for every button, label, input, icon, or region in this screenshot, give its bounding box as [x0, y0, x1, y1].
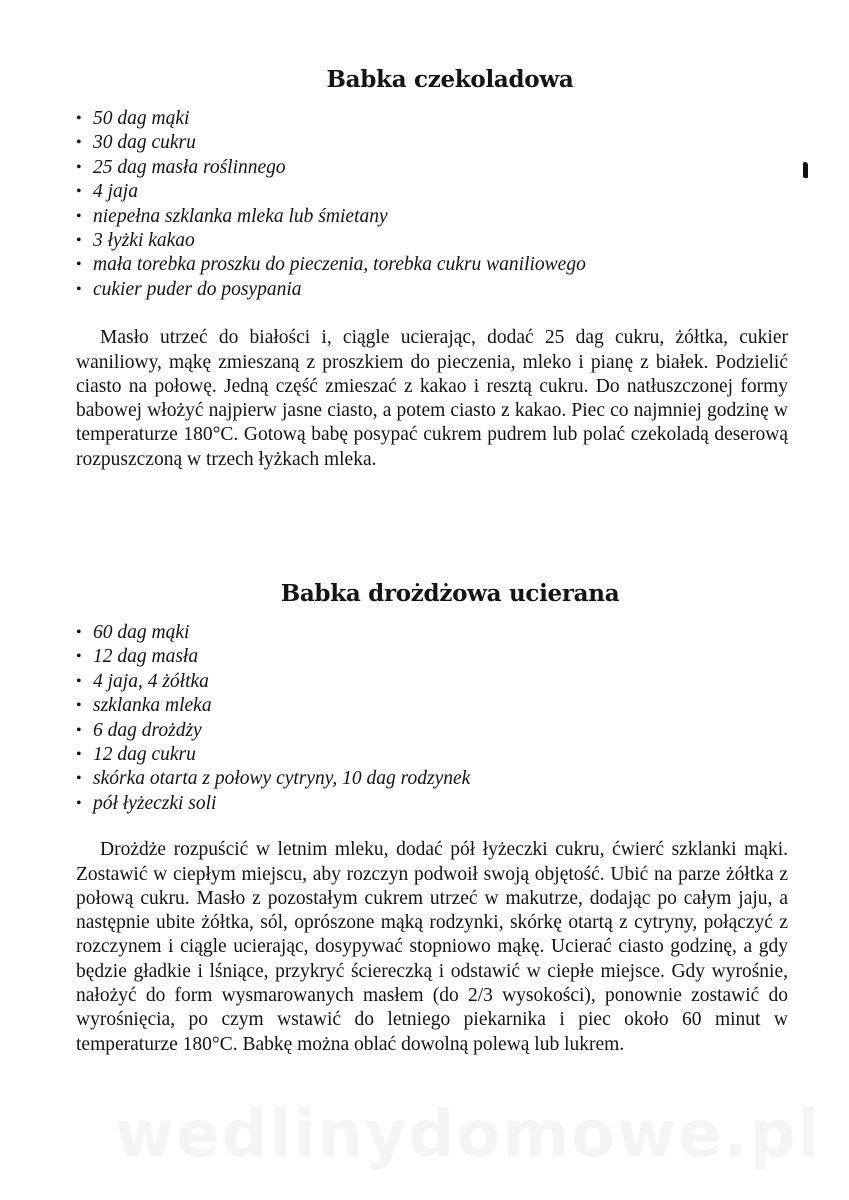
- ingredient-item: • 60 dag mąki: [76, 621, 788, 645]
- ingredient-list: [76, 621, 788, 816]
- recipe-title: Babka drożdżowa ucierana: [280, 580, 620, 607]
- ingredient-item: • 4 jaja, 4 żółtka: [76, 670, 788, 694]
- ingredient-item: • 4 jaja: [76, 180, 788, 204]
- recipe-method: Drożdże rozpuścić w letnim mleku, dodać pół łyżeczki cukru, ćwierć szklanki mąki. Zostawić w ciepłym miejscu, aby rozczyn podwoił swoją objętość. Ubić na parze żółtka z połową cukru. Masło z pozostałym cukrem utrzeć w makutrze, dodając po całym jaju, a następnie ubite żółtka, sól, oprószone mąką rodzynki, skórkę otartą z cytryny, połączyć z rozczynem i ciągle ucierając, dosypywać stopniowo mąkę. Ucierać ciasto godzinę, a gdy będzie gładkie i lśniące, przykryć ściereczką i odstawić w ciepłe miejsce. Gdy wyrośnie, nałożyć do form wysmarowanych masłem (do 2/3 wysokości), ponownie zostawić do wyrośnięcia, po czym wstawić do letniego piekarnika i piec około 60 minut w temperaturze 180°C. Babkę można oblać dowolną polewą lub lukrem.: [76, 839, 788, 1055]
- ingredient-item: • cukier puder do posypania: [76, 278, 788, 302]
- ingredient-item: • 12 dag masła: [76, 645, 788, 669]
- ingredient-item: • pół łyżeczki soli: [76, 792, 788, 816]
- watermark: wedlinydomowe.pl: [115, 1098, 822, 1172]
- recipe-babka-czekoladowa: [76, 66, 788, 472]
- recipe-title: Babka czekoladowa: [326, 66, 574, 93]
- recipe-babka-drozdzowa-ucierana: [76, 580, 788, 1057]
- scan-artifact-mark: [803, 162, 808, 178]
- ingredient-item: • szklanka mleka: [76, 694, 788, 718]
- ingredient-item: • 6 dag drożdży: [76, 719, 788, 743]
- ingredient-item: • 50 dag mąki: [76, 107, 788, 131]
- ingredient-list: [76, 107, 788, 302]
- recipe-method: Masło utrzeć do białości i, ciągle ucierając, dodać 25 dag cukru, żółtka, cukier waniliowy, mąkę zmieszaną z proszkiem do pieczenia, mleko i pianę z białek. Podzielić ciasto na połowę. Jedną część zmieszać z kakao i resztą cukru. Do natłuszczonej formy babowej włożyć najpierw jasne ciasto, a potem ciasto z kakao. Piec co najmniej godzinę w temperaturze 180°C. Gotową babę posypać cukrem pudrem lub polać czekoladą deserową rozpuszczoną w trzech łyżkach mleka.: [76, 327, 788, 470]
- ingredient-item: • 3 łyżki kakao: [76, 229, 788, 253]
- ingredient-item: • mała torebka proszku do pieczenia, torebka cukru waniliowego: [76, 253, 788, 277]
- ingredient-item: • 25 dag masła roślinnego: [76, 156, 788, 180]
- ingredient-item: • skórka otarta z połowy cytryny, 10 dag rodzynek: [76, 767, 788, 791]
- ingredient-item: • 30 dag cukru: [76, 131, 788, 155]
- ingredient-item: • 12 dag cukru: [76, 743, 788, 767]
- ingredient-item: • niepełna szklanka mleka lub śmietany: [76, 205, 788, 229]
